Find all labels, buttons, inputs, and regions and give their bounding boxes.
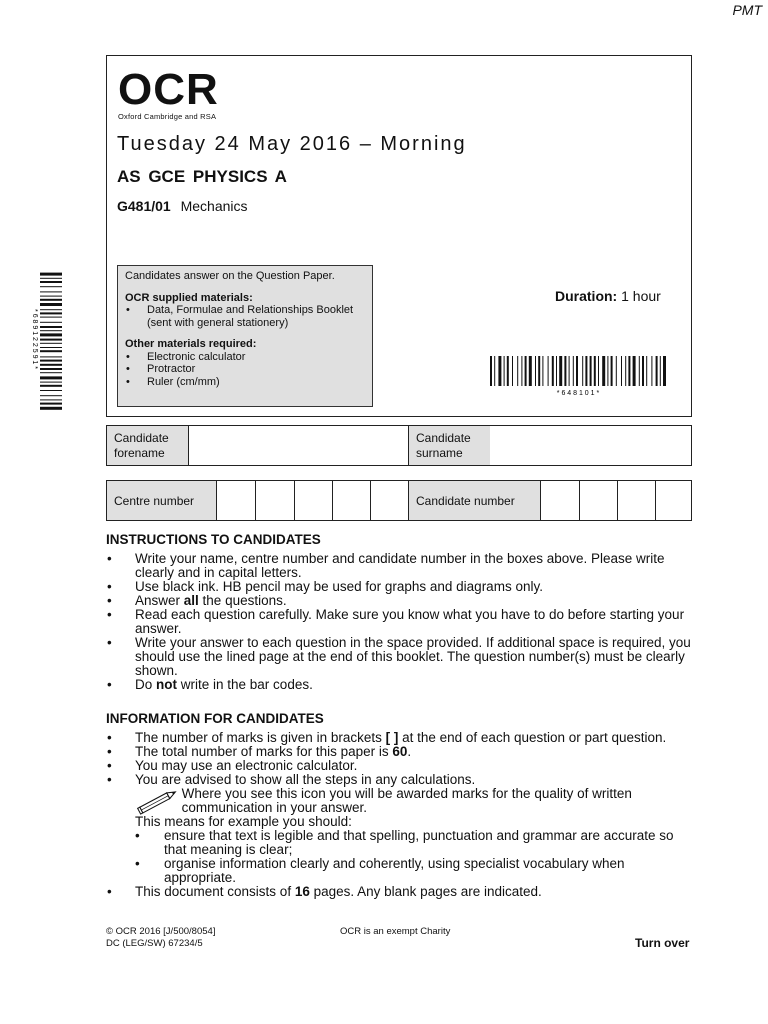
barcode-bar — [564, 356, 566, 386]
barcode-bar — [40, 278, 62, 279]
barcode-bar — [576, 356, 578, 386]
barcode-bar — [40, 356, 62, 357]
barcode-bar — [40, 385, 62, 387]
barcode-bar — [40, 309, 62, 310]
ocr-logo — [118, 65, 219, 121]
other-item: • Ruler (cm/mm) — [125, 376, 365, 389]
barcode-bar — [40, 286, 62, 287]
barcode-right — [488, 356, 668, 396]
instructions-list — [106, 552, 696, 692]
barcode-bar — [40, 395, 62, 396]
barcode-bar — [542, 356, 543, 386]
other-item: • Protractor — [125, 363, 365, 376]
centre-number-label: Centre number — [107, 481, 216, 520]
barcode-bar — [535, 356, 536, 386]
other-list — [125, 351, 365, 389]
barcode-bar — [40, 407, 62, 410]
barcode-bar — [538, 356, 540, 386]
forename-label: Candidate forename — [107, 426, 188, 465]
barcode-bar — [628, 356, 630, 386]
information-item: • This document consists of 16 pages. Any blank pages are indicated. — [106, 885, 696, 899]
corner-mark: PMT — [732, 2, 762, 18]
barcode-bar — [621, 356, 622, 386]
barcode-bar — [512, 356, 513, 386]
barcode-bar — [548, 356, 549, 386]
barcode-bar — [590, 356, 592, 386]
barcode-bar — [529, 356, 532, 386]
barcode-digits: * 6 4 8 1 0 1 * — [556, 390, 600, 396]
candidate-number-label: Candidate number — [409, 481, 540, 520]
instruction-item: • Write your name, centre number and candidate number in the boxes above. Please write clearly and in capital letters. — [106, 552, 696, 580]
barcode-bar — [651, 356, 652, 386]
barcode-bar — [625, 356, 626, 386]
number-fields — [106, 480, 692, 521]
footer-left — [106, 926, 215, 950]
means-item: • organise information clearly and coherently, using specialist vocabulary when appropriate. — [135, 857, 696, 885]
information-item: • You may use an electronic calculator. — [106, 759, 696, 773]
barcode-bar — [40, 296, 62, 297]
barcode-bar — [660, 356, 661, 386]
barcode-bar — [40, 330, 62, 331]
information-list — [106, 731, 696, 899]
supplied-list — [125, 304, 365, 329]
barcode-bar — [40, 360, 62, 362]
barcode-bar — [40, 281, 62, 283]
barcode-bar — [40, 339, 62, 341]
barcode-bar — [573, 356, 574, 386]
barcode-bar — [633, 356, 636, 386]
logo-wordmark: OCR — [118, 65, 219, 114]
forename-input[interactable] — [188, 426, 409, 465]
instruction-item: • Do not write in the bar codes. — [106, 678, 696, 692]
quality-note-text: Where you see this icon you will be awarded marks for the quality of written communication in your answer. — [181, 786, 632, 815]
barcode-bar — [40, 333, 62, 336]
candidate-digit-box[interactable] — [540, 481, 579, 520]
barcode-bar — [498, 356, 501, 386]
barcode-bar — [490, 356, 492, 386]
surname-input[interactable] — [490, 426, 691, 465]
barcode-bar — [517, 356, 518, 386]
instruction-item: • Answer all the questions. — [106, 594, 696, 608]
instructions-section — [106, 532, 696, 692]
exam-code-line — [117, 198, 248, 214]
barcode-bar — [40, 368, 62, 370]
materials-box — [117, 265, 373, 407]
duration-value: 1 hour — [621, 288, 661, 304]
name-fields — [106, 425, 692, 466]
barcode-bar — [616, 356, 617, 386]
barcode-bar — [40, 317, 62, 318]
exam-unit: Mechanics — [180, 198, 248, 214]
duration — [555, 288, 661, 304]
other-item: • Electronic calculator — [125, 351, 365, 364]
barcode-bar — [594, 356, 596, 386]
instruction-item: • Read each question carefully. Make sure you know what you have to do before starting your answer. — [106, 608, 696, 636]
logo-subtitle: Oxford Cambridge and RSA — [118, 112, 217, 121]
materials-intro: Candidates answer on the Question Paper. — [125, 270, 335, 282]
centre-digit-box[interactable] — [332, 481, 370, 520]
pencil-icon — [135, 787, 182, 815]
barcode-bar — [569, 356, 570, 386]
barcode-bar — [40, 350, 62, 352]
quality-note — [135, 787, 696, 815]
barcode-bar — [40, 403, 62, 405]
barcode-bar — [40, 343, 62, 344]
barcode-bar — [40, 312, 62, 314]
barcode-bars — [490, 356, 666, 386]
barcode-bar — [525, 356, 527, 386]
barcode-bar — [642, 356, 644, 386]
other-heading: Other materials required: — [125, 338, 257, 350]
information-item: • The total number of marks for this paper is 60. — [106, 745, 696, 759]
barcode-bar — [556, 356, 557, 386]
charity-note: OCR is an exempt Charity — [340, 926, 451, 937]
information-item: • You are advised to show all the steps in any calculations. Where you see this icon you will be awarded marks for the quality of written communication in your answer. This means for example you should: • ensure that text is legible and that spelling, punctuation and grammar are accurate so that meaning is clear; • organise information clearly and coherently, using specialist vocabulary when appropriate. — [106, 773, 696, 885]
instruction-item: • Use black ink. HB pencil may be used for graphs and diagrams only. — [106, 580, 696, 594]
barcode-bar — [559, 356, 562, 386]
information-item: • The number of marks is given in brackets [ ] at the end of each question or part question. — [106, 731, 696, 745]
instructions-heading: INSTRUCTIONS TO CANDIDATES — [106, 532, 321, 547]
candidate-digit-box[interactable] — [655, 481, 691, 520]
barcode-bar — [607, 356, 608, 386]
centre-digit-box[interactable] — [255, 481, 294, 520]
barcode-bar — [40, 347, 62, 348]
instruction-item: • Write your answer to each question in the space provided. If additional space is required, you should use the lined page at the end of this booklet. The question number(s) must be clearly shown. — [106, 636, 696, 678]
barcode-digits: * 6 8 9 1 2 2 5 9 1 * — [31, 309, 38, 369]
barcode-side — [30, 268, 64, 410]
barcode-bar — [40, 299, 62, 301]
barcode-bar — [494, 356, 495, 386]
barcode-bars — [40, 273, 62, 410]
information-heading: INFORMATION FOR CANDIDATES — [106, 711, 324, 726]
barcode-bar — [40, 372, 62, 373]
barcode-bar — [602, 356, 605, 386]
barcode-bar — [40, 326, 62, 328]
means-intro: This means for example you should: — [135, 814, 352, 829]
barcode-bar — [639, 356, 640, 386]
barcode-bar — [40, 303, 62, 306]
barcode-bar — [40, 322, 62, 323]
duration-label: Duration: — [555, 288, 618, 304]
surname-label: Candidate surname — [409, 426, 490, 465]
barcode-bar — [552, 356, 554, 386]
information-section — [106, 711, 696, 899]
means-item: • ensure that text is legible and that spelling, punctuation and grammar are accurate so that meaning is clear; — [135, 829, 696, 857]
candidate-digit-box[interactable] — [617, 481, 655, 520]
exam-code: G481/01 — [117, 198, 171, 214]
barcode-bar — [656, 356, 658, 386]
barcode-bar — [585, 356, 587, 386]
turn-over: Turn over — [635, 936, 690, 950]
barcode-bar — [646, 356, 647, 386]
barcode-bar — [504, 356, 505, 386]
barcode-bar — [582, 356, 583, 386]
barcode-bar — [40, 376, 62, 379]
barcode-bar — [40, 364, 62, 366]
candidate-digit-box[interactable] — [579, 481, 617, 520]
exam-subject: AS GCE PHYSICS A — [117, 167, 287, 186]
copyright: © OCR 2016 [J/500/8054] — [106, 926, 216, 937]
centre-digit-box[interactable] — [294, 481, 332, 520]
centre-digit-box[interactable] — [370, 481, 409, 520]
supplied-heading: OCR supplied materials: — [125, 291, 253, 304]
means-list — [135, 829, 696, 885]
exam-date: Tuesday 24 May 2016 – Morning — [117, 133, 467, 155]
barcode-bar — [598, 356, 599, 386]
barcode-bar — [40, 399, 62, 400]
barcode-bar — [663, 356, 666, 386]
barcode-bar — [40, 291, 62, 292]
centre-digit-box[interactable] — [216, 481, 255, 520]
supplied-item: • Data, Formulae and Relationships Booklet (sent with general stationery) — [125, 304, 365, 329]
doc-reference: DC (LEG/SW) 67234/5 — [106, 938, 203, 949]
barcode-bar — [521, 356, 522, 386]
barcode-bar — [507, 356, 509, 386]
barcode-bar — [40, 390, 62, 391]
barcode-bar — [40, 382, 62, 383]
barcode-bar — [40, 273, 62, 276]
barcode-bar — [611, 356, 613, 386]
